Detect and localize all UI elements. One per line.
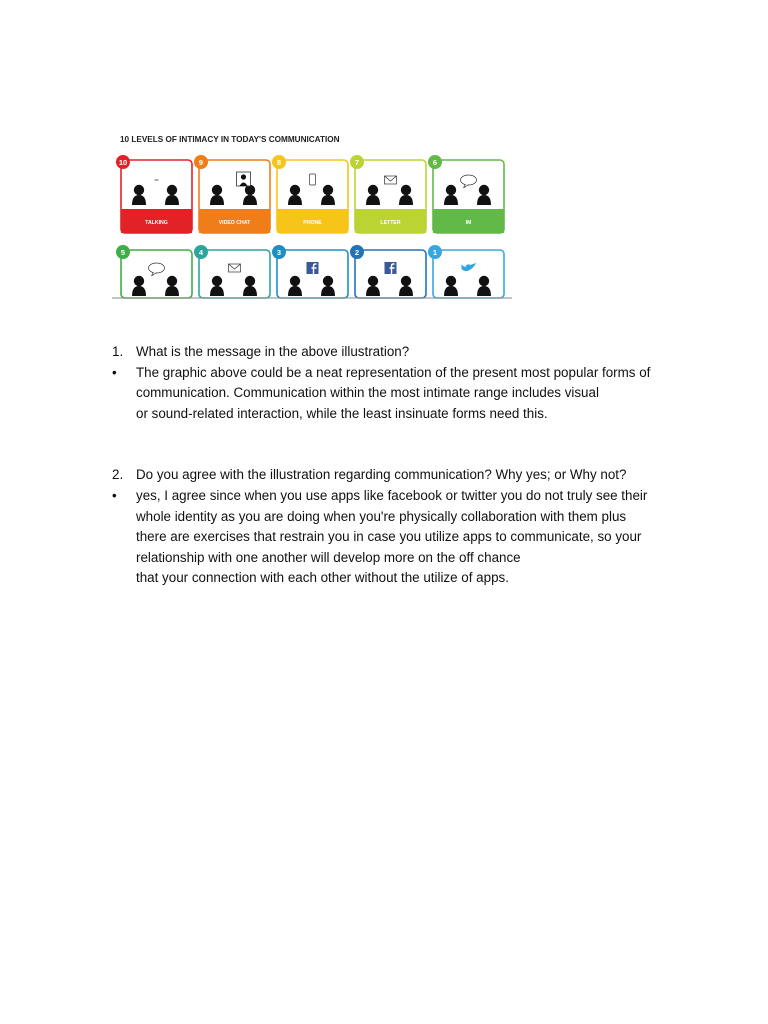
- person-head-icon: [134, 185, 144, 195]
- person-head-icon: [368, 185, 378, 195]
- person-head-icon: [212, 185, 222, 195]
- person-head-icon: [368, 276, 378, 286]
- question-2-text: Do you agree with the illustration regarding communication? Why yes; or Why not?: [136, 467, 627, 483]
- level-10-panel: [116, 155, 192, 233]
- person-head-icon: [323, 185, 333, 195]
- person-head-icon: [479, 276, 489, 286]
- person-head-icon: [401, 276, 411, 286]
- question-1-text: What is the message in the above illustration?: [136, 344, 410, 359]
- answer-2-line: yes, I agree since when you use apps like facebook or twitter you do not truly see their: [136, 487, 648, 503]
- level-1-panel: [428, 245, 504, 298]
- person-head-icon: [446, 276, 456, 286]
- level-number: 5: [120, 248, 126, 257]
- question-2-number: 2.: [112, 467, 124, 483]
- video-person-head-icon: [241, 174, 246, 179]
- level-6-panel: [428, 155, 504, 233]
- level-number: 6: [432, 158, 438, 167]
- answer-2-line: that your connection with each other without the utilize of apps.: [136, 570, 509, 586]
- panel-frame: [121, 250, 192, 298]
- level-number: 8: [276, 158, 282, 167]
- answer-1-line: or sound-related interaction, while the least insinuate forms need this.: [136, 405, 548, 421]
- panel-frame: [433, 250, 504, 298]
- level-2-panel: [350, 245, 426, 298]
- infographic-bottom-row: [116, 245, 504, 298]
- level-7-panel: [350, 155, 426, 233]
- level-5-panel: [116, 245, 192, 298]
- level-9-panel: [194, 155, 270, 233]
- answer-2-line: relationship with one another will develop more on the off chance: [136, 549, 521, 565]
- answer-2-line: whole identity as you are doing when you're physically collaboration with them plus: [136, 508, 627, 524]
- person-head-icon: [245, 276, 255, 286]
- panel-label: LETTER: [380, 220, 401, 226]
- level-number: 4: [198, 248, 204, 257]
- speech-bubble-icon: [461, 175, 477, 185]
- answer-2: [112, 486, 682, 589]
- person-head-icon: [446, 185, 456, 195]
- question-1-number: 1.: [112, 344, 124, 359]
- person-head-icon: [401, 185, 411, 195]
- panel-label: PHONE: [303, 220, 322, 226]
- answer-1-line: communication. Communication within the most intimate range includes visual: [136, 385, 599, 401]
- answer-1-line: The graphic above could be a neat representation of the present most popular forms of: [136, 364, 651, 380]
- person-head-icon: [290, 185, 300, 195]
- person-head-icon: [290, 276, 300, 286]
- person-head-icon: [479, 185, 489, 195]
- level-4-panel: [194, 245, 270, 298]
- question-2: [112, 465, 682, 486]
- person-head-icon: [323, 276, 333, 286]
- panel-label: VIDEO CHAT: [218, 220, 251, 226]
- person-head-icon: [212, 276, 222, 286]
- answer-2-line: there are exercises that restrain you in case you utilize apps to communicate, so your: [136, 529, 642, 545]
- level-number: 1: [432, 248, 438, 257]
- level-number: 10: [118, 158, 128, 167]
- panel-label: TALKING: [145, 220, 168, 226]
- answer-2-bullet: •: [112, 487, 117, 503]
- intimacy-levels-infographic: [112, 128, 512, 300]
- person-head-icon: [167, 276, 177, 286]
- panel-label: IM: [465, 220, 472, 226]
- phone-icon: [310, 174, 316, 185]
- level-3-panel: [272, 245, 348, 298]
- infographic-top-row: [116, 155, 504, 233]
- answer-1-bullet: •: [112, 364, 117, 380]
- infographic-title: 10 LEVELS OF INTIMACY IN TODAY'S COMMUNICATION: [120, 135, 340, 144]
- level-number: 2: [354, 248, 360, 257]
- answer-1: [112, 363, 682, 425]
- person-head-icon: [167, 185, 177, 195]
- level-number: 3: [276, 248, 282, 257]
- person-head-icon: [134, 276, 144, 286]
- document-body: [112, 342, 682, 589]
- question-1: [112, 342, 682, 363]
- level-number: 7: [354, 158, 360, 167]
- level-8-panel: [272, 155, 348, 233]
- level-number: 9: [198, 158, 204, 167]
- speech-bubble-icon: [149, 263, 165, 273]
- panel-frame: [199, 250, 270, 298]
